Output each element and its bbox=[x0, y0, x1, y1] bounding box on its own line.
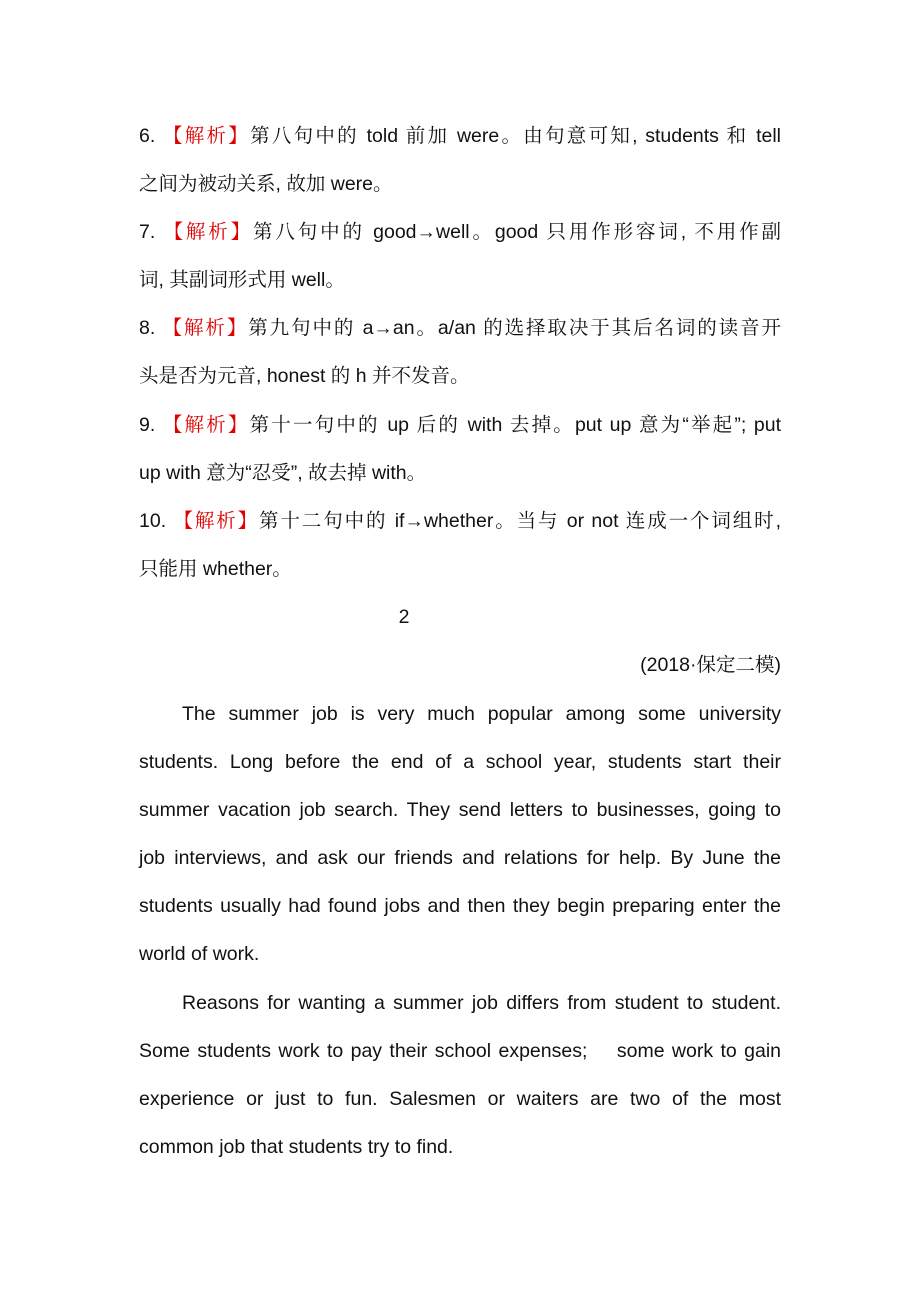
answer-number: 6. bbox=[139, 125, 156, 147]
passage-line: Reasons for wanting a summer job differs from student to student. bbox=[182, 992, 781, 1014]
answer-text: 第九句中的 a→an。a/an 的选择取决于其后名词的读音开 bbox=[248, 317, 781, 339]
analysis-label: 【解析】 bbox=[162, 317, 249, 339]
answer-number: 7. bbox=[139, 221, 156, 243]
source-citation: (2018·保定二模) bbox=[640, 654, 781, 676]
answer-text: 第十二句中的 if→whether。当与 or not 连成一个词组时, bbox=[259, 510, 781, 532]
answer-text: 之间为被动关系, 故加 were。 bbox=[139, 173, 393, 195]
passage-line: students usually had found jobs and then they begin preparing enter the bbox=[139, 895, 781, 917]
analysis-label: 【解析】 bbox=[173, 510, 260, 532]
analysis-label: 【解析】 bbox=[162, 125, 251, 147]
passage-line: summer vacation job search. They send letters to businesses, going to bbox=[139, 799, 781, 821]
answer-number: 8. bbox=[139, 317, 156, 339]
answer-line bbox=[139, 313, 781, 343]
answer-text: 只能用 whether。 bbox=[139, 558, 292, 580]
passage-line: job interviews, and ask our friends and relations for help. By June the bbox=[139, 847, 781, 869]
section-number: 2 bbox=[398, 606, 410, 628]
answer-line bbox=[139, 217, 781, 247]
answer-text: 头是否为元音, honest 的 h 并不发音。 bbox=[139, 365, 470, 387]
answer-text: 词, 其副词形式用 well。 bbox=[139, 269, 345, 291]
passage-line: world of work. bbox=[139, 943, 260, 965]
analysis-label: 【解析】 bbox=[162, 414, 250, 436]
answer-line bbox=[139, 410, 781, 440]
answer-text: 第八句中的 good→well。good 只用作形容词, 不用作副 bbox=[253, 221, 781, 243]
answer-text: 第八句中的 told 前加 were。由句意可知, students 和 tell bbox=[250, 125, 782, 147]
answer-text: 第十一句中的 up 后的 with 去掉。put up 意为“举起”; put bbox=[249, 414, 781, 436]
answer-number: 10. bbox=[139, 510, 167, 532]
passage-line: Some students work to pay their school expenses; some work to gain bbox=[139, 1040, 781, 1062]
passage-line: students. Long before the end of a school year, students start their bbox=[139, 751, 781, 773]
passage-line: common job that students try to find. bbox=[139, 1136, 454, 1158]
passage-line: experience or just to fun. Salesmen or waiters are two of the most bbox=[139, 1088, 781, 1110]
answer-text: up with 意为“忍受”, 故去掉 with。 bbox=[139, 462, 427, 484]
answer-line bbox=[139, 506, 781, 536]
answer-line bbox=[139, 121, 781, 151]
answer-number: 9. bbox=[139, 414, 156, 436]
passage-line: The summer job is very much popular among some university bbox=[182, 703, 781, 725]
analysis-label: 【解析】 bbox=[163, 221, 254, 243]
